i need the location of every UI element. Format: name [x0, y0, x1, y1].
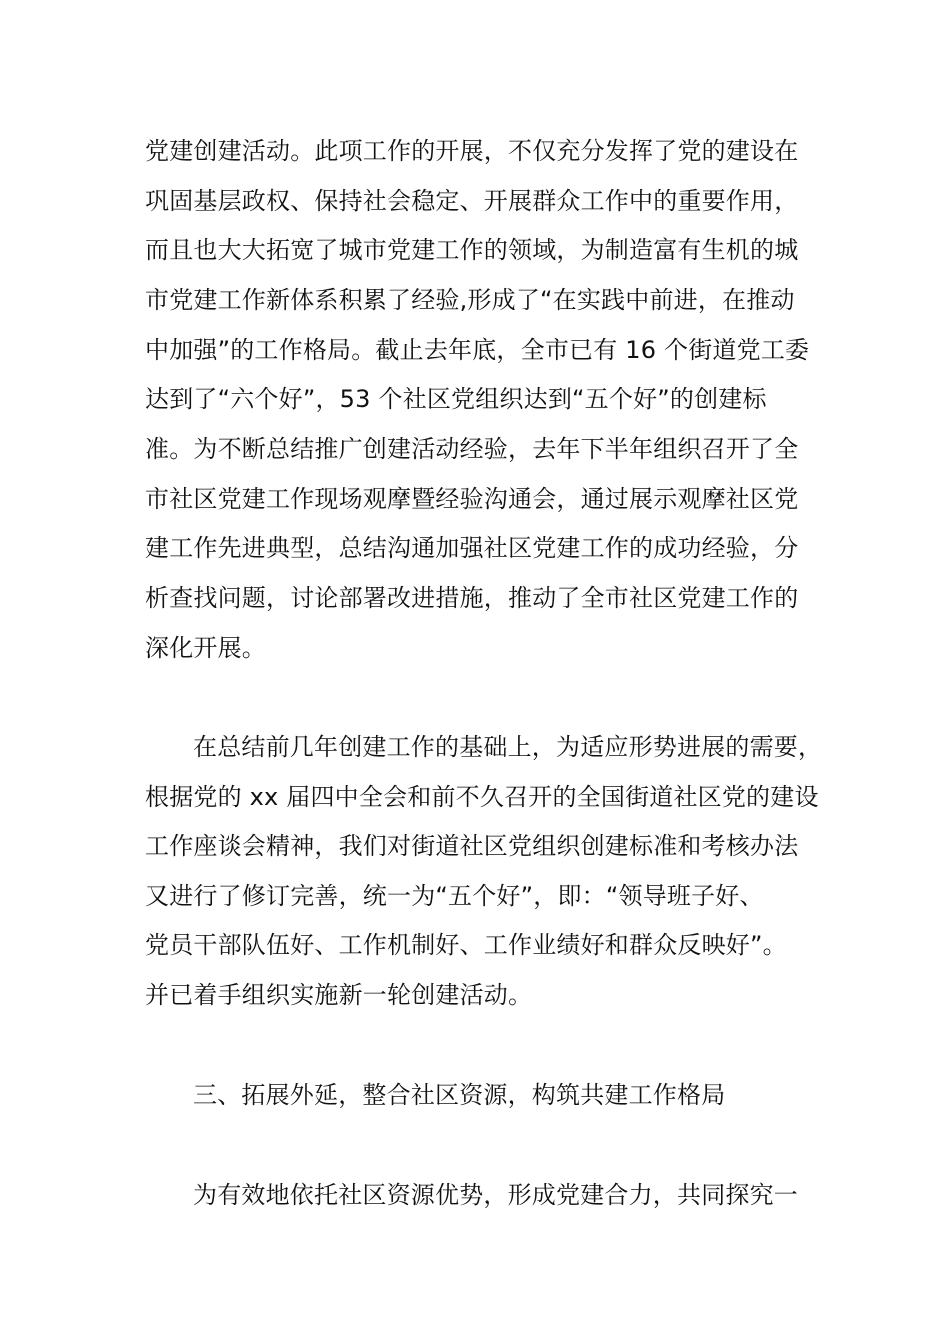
paragraph-1-line: 市党建工作新体系积累了经验,形成了“在实践中前进，在推动 [145, 286, 795, 314]
paragraph-2-line: 工作座谈会精神，我们对街道社区党组织创建标准和考核办法 [145, 832, 799, 860]
paragraph-2-line: 并已着手组织实施新一轮创建活动。 [145, 981, 533, 1009]
paragraph-2-line: 党员干部队伍好、工作机制好、工作业绩好和群众反映好”。 [145, 931, 787, 959]
paragraph-1-line: 建工作先进典型，总结沟通加强社区党建工作的成功经验，分 [145, 534, 799, 562]
paragraph-2-line: 在总结前几年创建工作的基础上，为适应形势进展的需要， [193, 733, 823, 761]
section-heading: 三、拓展外延，整合社区资源，构筑共建工作格局 [193, 1081, 726, 1109]
paragraph-1-line: 析查找问题，讨论部署改进措施，推动了全市社区党建工作的 [145, 584, 799, 612]
paragraph-2-line: 又进行了修订完善，统一为“五个好”，即：“领导班子好、 [145, 882, 764, 910]
paragraph-1-line: 深化开展。 [145, 634, 266, 662]
paragraph-1-line: 准。为不断总结推广创建活动经验，去年下半年组织召开了全 [145, 435, 799, 463]
paragraph-1-line: 市社区党建工作现场观摩暨经验沟通会，通过展示观摩社区党 [145, 485, 799, 513]
paragraph-2-line: 根据党的 xx 届四中全会和前不久召开的全国街道社区党的建设 [145, 783, 819, 811]
paragraph-3-line: 为有效地依托社区资源优势，形成党建合力，共同探究一 [193, 1181, 798, 1209]
paragraph-1-line: 达到了“六个好”，53 个社区党组织达到“五个好”的创建标 [145, 385, 767, 413]
paragraph-1-line: 而且也大大拓宽了城市党建工作的领域，为制造富有生机的城 [145, 236, 799, 264]
paragraph-1-line: 中加强”的工作格局。截止去年底，全市已有 16 个街道党工委 [145, 336, 810, 364]
paragraph-1-line: 巩固基层政权、保持社会稳定、开展群众工作中的重要作用， [145, 187, 799, 215]
paragraph-1-line: 党建创建活动。此项工作的开展，不仅充分发挥了党的建设在 [145, 137, 799, 165]
